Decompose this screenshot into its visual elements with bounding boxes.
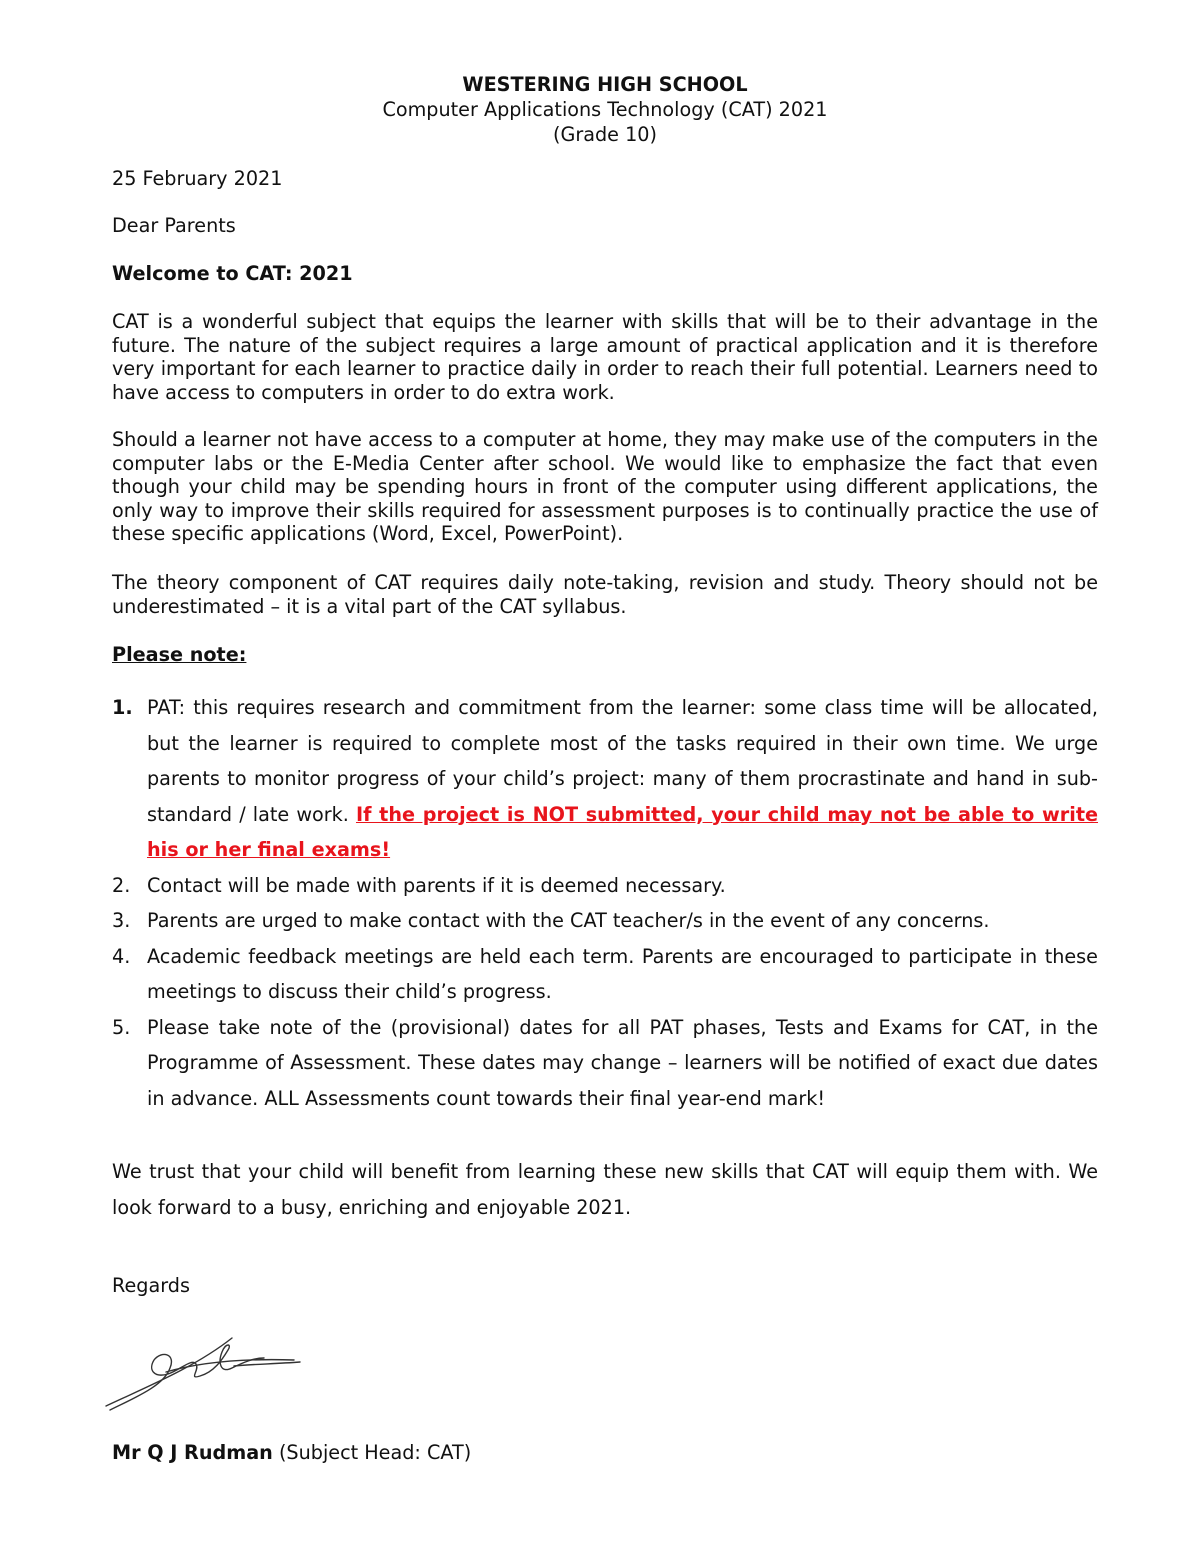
signatory-title: (Subject Head: CAT) — [278, 1441, 472, 1464]
letter-header — [112, 72, 1098, 147]
submission-warning: If the project is NOT submitted, your child may not be able to write his or her final exams! — [147, 802, 1099, 861]
note-item — [112, 939, 1098, 1010]
note-text: Parents are urged to make contact with the CAT teacher/s in the event of any concerns. — [147, 909, 990, 932]
note-text: Academic feedback meetings are held each term. Parents are encouraged to participate in these meetings to discuss their child’s progress. — [147, 944, 1098, 1003]
signature-image — [104, 1328, 304, 1420]
subject-title: Computer Applications Technology (CAT) 2021 — [382, 98, 828, 121]
note-number: 4. — [112, 944, 131, 968]
note-number: 5. — [112, 1015, 131, 1039]
please-note-heading: Please note: — [112, 643, 247, 666]
note-number: 2. — [112, 873, 131, 897]
note-text: Contact will be made with parents if it is deemed necessary. — [147, 873, 726, 897]
welcome-heading: Welcome to CAT: 2021 — [112, 262, 353, 285]
letter-date: 25 February 2021 — [112, 167, 283, 190]
note-text: Please take note of the (provisional) dates for all PAT phases, Tests and Exams for CAT, in the Programme of Assessment. These dates may change – learners will be notified of exact due dates in advance. ALL Assessments count towards their final year-end mark! — [147, 1015, 1098, 1110]
salutation: Dear Parents — [112, 214, 236, 237]
note-number: 1. — [112, 696, 133, 719]
notes-list — [112, 690, 1098, 1116]
note-text: PAT: this requires research and commitment from the learner: some class time will be allocated, but the learner is required to complete most of the tasks required in their own time. We urge parents to monitor progress of your child’s project: many of them procrastinate and hand in sub-standard / late work. — [147, 696, 1098, 826]
signatory-name: Mr Q J Rudman — [112, 1441, 273, 1464]
closing-paragraph: We trust that your child will benefit from learning these new skills that CAT will equip them with. We look forward to a busy, enriching and enjoyable 2021. — [112, 1160, 1098, 1219]
note-item — [112, 690, 1098, 868]
note-item — [112, 868, 1098, 904]
intro-paragraph: CAT is a wonderful subject that equips the learner with skills that will be to their advantage in the future. The nature of the subject requires a large amount of practical application and it is therefore very important for each learner to practice daily in order to reach their full potential. Learners need to have access to computers in order to do extra work. — [112, 310, 1098, 404]
signatory-line — [112, 1441, 1098, 1465]
regards: Regards — [112, 1274, 190, 1297]
note-number: 3. — [112, 909, 131, 932]
access-paragraph: Should a learner not have access to a computer at home, they may make use of the computers in the computer labs or the E-Media Center after school. We would like to emphasize the fact that even though your child may be spending hours in front of the computer using different applications, the only way to improve their skills required for assessment purposes is to continually practice the use of these specific applications (Word, Excel, PowerPoint). — [112, 428, 1098, 545]
grade-label: (Grade 10) — [553, 123, 657, 146]
theory-paragraph: The theory component of CAT requires daily note-taking, revision and study. Theory should not be underestimated – it is a vital part of the CAT syllabus. — [112, 571, 1098, 618]
note-item — [112, 1010, 1098, 1117]
note-item — [112, 903, 1098, 939]
school-name: WESTERING HIGH SCHOOL — [462, 73, 748, 96]
